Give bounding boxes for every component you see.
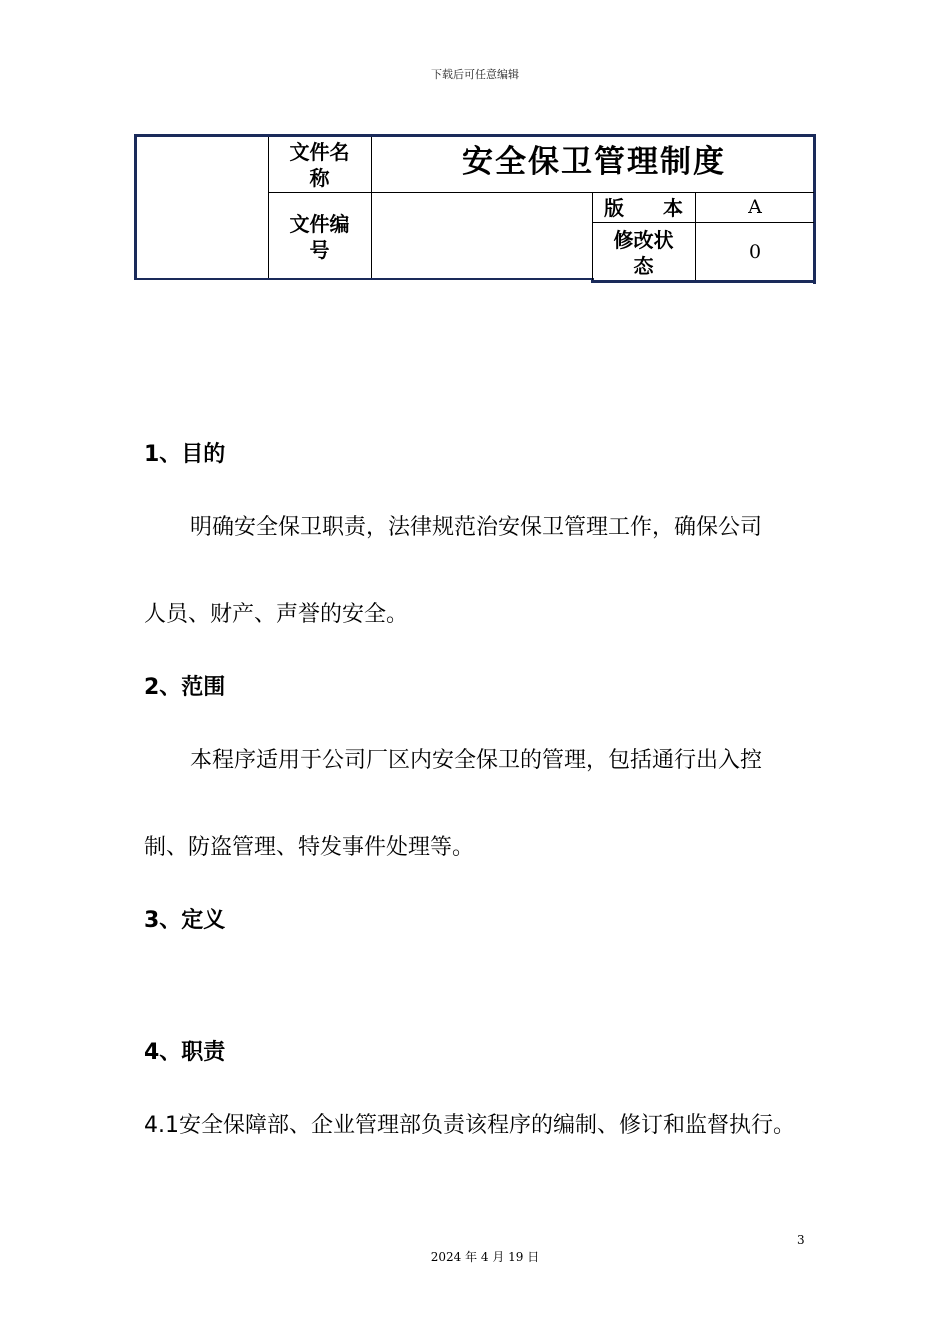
document-title: 安全保卫管理制度	[462, 144, 726, 180]
revision-status-value: 0	[748, 241, 762, 263]
table-border-bottom-right	[591, 280, 816, 283]
file-name-label-line2: 称	[309, 166, 330, 190]
version-label-char2: 本	[663, 196, 683, 220]
file-name-label-line1: 文件名	[289, 140, 350, 164]
paragraph-line: 人员、财产、声誉的安全。	[144, 602, 409, 627]
table-border-top	[134, 134, 816, 137]
header-note: 下载后可任意编辑	[431, 68, 519, 81]
table-divider	[592, 222, 814, 223]
section-heading-scope: 2、范围	[144, 675, 226, 700]
file-number-label-line2: 号	[309, 238, 330, 262]
paragraph-line: 明确安全保卫职责，法律规范治安保卫管理工作，确保公司	[190, 515, 763, 540]
table-divider	[268, 192, 814, 193]
section-heading-responsibilities: 4、职责	[144, 1040, 226, 1065]
table-border-bottom-left	[134, 278, 594, 280]
section-heading-purpose: 1、目的	[144, 442, 226, 467]
revision-label-line1: 修改状	[613, 228, 674, 252]
section-heading-definitions: 3、定义	[144, 908, 226, 933]
paragraph-line: 4.1安全保障部、企业管理部负责该程序的编制、修订和监督执行。	[144, 1113, 795, 1138]
paragraph-line: 制、防盗管理、特发事件处理等。	[144, 835, 475, 860]
table-border-left	[134, 134, 137, 280]
revision-status-label	[592, 227, 695, 279]
table-divider	[371, 137, 372, 278]
paragraph-line: 本程序适用于公司厂区内安全保卫的管理，包括通行出入控	[190, 748, 763, 773]
document-control-table	[134, 134, 814, 280]
file-number-label-line1: 文件编	[289, 212, 350, 236]
footer-date: 2024 年 4 月 19 日	[430, 1250, 540, 1264]
file-number-label	[268, 211, 371, 263]
revision-label-line2: 态	[633, 254, 654, 278]
page-number: 3	[797, 1233, 805, 1247]
version-value: A	[748, 196, 762, 218]
version-label-char1: 版	[604, 196, 624, 220]
file-name-label	[268, 139, 371, 191]
